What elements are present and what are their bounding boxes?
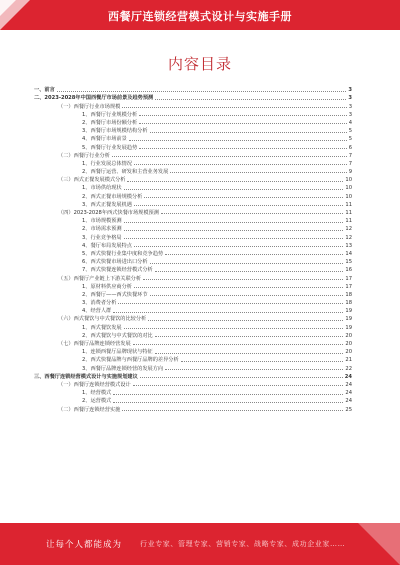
toc-entry-page: 16: [345, 267, 352, 274]
toc-entry-page: 19: [345, 324, 352, 331]
toc-leader-dots: [155, 271, 344, 272]
toc-entry[interactable]: [30, 142, 352, 150]
toc-leader-dots: [139, 123, 347, 124]
toc-leader-dots: [140, 377, 343, 378]
toc-leader-dots: [134, 205, 343, 206]
toc-entry[interactable]: [30, 363, 352, 371]
toc-entry-label: 2、西式餐饮与中式餐饮的对比: [82, 332, 153, 339]
toc-entry-page: 7: [348, 160, 352, 167]
toc-leader-dots: [161, 213, 343, 214]
toc-entry[interactable]: [30, 347, 352, 355]
toc-entry-label: 7、西式快餐连锁经营模式分析: [82, 267, 153, 274]
toc-entry-label: 3、消费者分析: [82, 300, 117, 307]
toc-entry-label: 3、西餐厅市场规模结构分析: [82, 128, 148, 135]
toc-entry[interactable]: [30, 183, 352, 191]
toc-entry[interactable]: [30, 241, 352, 249]
toc-entry-label: 1、西餐厅行业规模分析: [82, 111, 138, 118]
toc-entry-label: 2、市场需求预测: [82, 226, 122, 233]
document-title: 西餐厅连锁经营模式设计与实施手册: [108, 10, 292, 23]
toc-entry-label: （三）西式正餐发展模式分析: [58, 177, 126, 184]
toc-entry[interactable]: [30, 216, 352, 224]
toc-leader-dots: [134, 287, 343, 288]
toc-entry[interactable]: [30, 134, 352, 142]
toc-entry[interactable]: [30, 396, 352, 404]
toc-leader-dots: [113, 394, 343, 395]
toc-entry-page: 19: [345, 316, 352, 323]
toc-leader-dots: [124, 222, 344, 223]
toc-entry-label: （六）西式餐饮与中式餐饮的比较分析: [58, 316, 147, 323]
toc-entry-label: 1、连锁西餐厅品牌现状与特征: [82, 349, 153, 356]
toc-entry-label: 1、经营模式: [82, 390, 112, 397]
toc-entry-page: 17: [345, 283, 352, 290]
toc-entry[interactable]: [30, 388, 352, 396]
toc-leader-dots: [134, 246, 343, 247]
toc-entry[interactable]: [30, 167, 352, 175]
toc-entry-label: 2、运营模式: [82, 398, 112, 405]
toc-entry-page: 24: [345, 390, 352, 397]
toc-entry-label: 5、西餐厅行业发展趋势: [82, 144, 138, 151]
toc-entry-page: 18: [345, 300, 352, 307]
toc-entry[interactable]: [30, 339, 352, 347]
toc-entry[interactable]: [30, 404, 352, 412]
toc-entry[interactable]: [30, 101, 352, 109]
toc-entry[interactable]: [30, 331, 352, 339]
toc-entry-label: 2、西式快餐品牌与西餐厅品牌的差异分析: [82, 357, 179, 364]
toc-entry[interactable]: [30, 265, 352, 273]
toc-entry-page: 6: [348, 144, 352, 151]
toc-entry[interactable]: [30, 232, 352, 240]
toc-entry[interactable]: [30, 372, 352, 380]
toc-entry-label: （四）2023-2028年西式快餐市场规模预测: [58, 210, 159, 216]
toc-entry-label: 2、西餐厅市场份额分析: [82, 119, 138, 126]
toc-entry[interactable]: [30, 282, 352, 290]
toc-entry-label: 3、西式正餐发展机遇: [82, 201, 132, 208]
toc-entry[interactable]: [30, 273, 352, 281]
toc-leader-dots: [150, 132, 347, 133]
toc-leader-dots: [143, 279, 343, 280]
toc-leader-dots: [170, 172, 346, 173]
toc-leader-dots: [129, 140, 347, 141]
toc-entry-page: 4: [348, 119, 352, 126]
toc-entry[interactable]: [30, 110, 352, 118]
toc-entry-page: 25: [345, 406, 352, 413]
toc-entry[interactable]: [30, 380, 352, 388]
toc-entry-page: 12: [345, 226, 352, 233]
toc-entry-page: 11: [345, 218, 352, 225]
toc-entry-label: （二）西餐厅行业分析: [58, 152, 110, 159]
toc-entry-label: 4、经营人群: [82, 308, 112, 315]
toc-leader-dots: [124, 189, 344, 190]
toc-entry[interactable]: [30, 151, 352, 159]
toc-leader-dots: [112, 156, 347, 157]
toc-entry-page: 10: [345, 185, 352, 192]
toc-entry-page: 10: [345, 193, 352, 200]
toc-leader-dots: [133, 385, 344, 386]
toc-leader-dots: [155, 99, 346, 100]
toc-entry-label: （七）西餐厅品牌连锁经营发展: [58, 341, 131, 347]
toc-entry-label: （一）西餐厅连锁经营模式设计: [58, 381, 131, 388]
footer-roles: 行业专家、管理专家、营销专家、战略专家、成功企业家……: [140, 540, 346, 548]
toc-entry-label: 2、西餐厅——西式快餐环节: [82, 291, 148, 298]
toc-entry-page: 17: [345, 275, 352, 282]
toc-entry-label: 5、西式快餐行业集中度和竞争趋势: [82, 250, 164, 257]
toc-leader-dots: [118, 303, 343, 304]
toc-entry-page: 24: [345, 381, 352, 388]
toc-entry[interactable]: [30, 298, 352, 306]
toc-entry-page: 18: [345, 291, 352, 298]
toc-entry-page: 15: [345, 259, 352, 266]
toc-entry-label: （一）西餐厅行业市场规模: [58, 103, 121, 110]
toc-entry-label: 三、西餐厅连锁经营模式设计与实施规划建议: [34, 373, 138, 380]
toc-entry-label: （五）西餐厅产业链上下游关联分析: [58, 275, 142, 282]
toc-entry-page: 11: [345, 201, 352, 208]
toc-entry[interactable]: [30, 126, 352, 134]
toc-entry-page: 11: [345, 210, 352, 216]
toc-entry-label: 6、西式快餐市场进出口分析: [82, 259, 148, 266]
toc-entry[interactable]: [30, 290, 352, 298]
toc-entry-label: 1、原材料供应商分析: [82, 283, 132, 290]
toc-entry-page: 13: [345, 242, 352, 249]
toc-entry-page: 3: [348, 87, 352, 94]
toc-entry-page: 14: [345, 250, 352, 257]
toc-entry[interactable]: [30, 208, 352, 216]
toc-leader-dots: [133, 344, 344, 345]
toc-leader-dots: [181, 361, 344, 362]
toc-entry-page: 12: [345, 234, 352, 241]
toc-leader-dots: [165, 254, 343, 255]
toc-entry[interactable]: [30, 118, 352, 126]
toc-entry-page: 20: [345, 332, 352, 339]
toc-entry[interactable]: [30, 257, 352, 265]
toc-leader-dots: [148, 320, 343, 321]
toc-entry-page: 20: [345, 349, 352, 356]
toc-leader-dots: [165, 369, 343, 370]
document-footer: [0, 523, 400, 565]
table-of-contents: [30, 85, 352, 413]
toc-entry-page: 21: [345, 357, 352, 364]
toc-leader-dots: [139, 115, 347, 116]
toc-leader-dots: [127, 181, 343, 182]
footer-corner-decoration: [358, 523, 400, 565]
toc-leader-dots: [124, 328, 344, 329]
toc-entry-page: 9: [348, 169, 352, 176]
toc-leader-dots: [134, 164, 347, 165]
toc-entry-page: 19: [345, 308, 352, 315]
toc-entry[interactable]: [30, 200, 352, 208]
toc-entry-page: 5: [348, 128, 352, 135]
toc-entry[interactable]: [30, 224, 352, 232]
toc-entry-label: 2、西式正餐市场规模分析: [82, 193, 143, 200]
toc-entry-label: 1、市场规模预测: [82, 218, 122, 225]
toc-entry-page: 22: [345, 365, 352, 372]
toc-entry[interactable]: [30, 314, 352, 322]
toc-entry[interactable]: [30, 322, 352, 330]
toc-entry-page: 7: [348, 152, 352, 159]
toc-entry[interactable]: [30, 159, 352, 167]
toc-leader-dots: [113, 402, 343, 403]
toc-heading: 内容目录: [167, 55, 232, 73]
toc-entry-label: 3、西餐厅品牌连锁经营的发展方向: [82, 365, 164, 372]
toc-entry-page: 3: [348, 103, 352, 110]
toc-entry-page: 20: [345, 341, 352, 347]
toc-entry[interactable]: [30, 249, 352, 257]
toc-entry-label: 1、西式餐饮发展: [82, 324, 122, 331]
toc-leader-dots: [155, 336, 344, 337]
document-header: [0, 0, 400, 30]
toc-entry-page: 3: [348, 95, 352, 102]
toc-entry-label: 4、西餐厅市场前景: [82, 136, 127, 143]
toc-entry-label: 2、西餐厅运营、研发和主营业务发展: [82, 169, 169, 176]
toc-leader-dots: [113, 312, 343, 313]
toc-entry-page: 24: [344, 373, 352, 380]
toc-entry-page: 24: [345, 398, 352, 405]
toc-leader-dots: [57, 91, 347, 92]
toc-entry-label: （二）西餐厅连锁经营实施: [58, 406, 121, 413]
toc-leader-dots: [124, 230, 344, 231]
toc-leader-dots: [155, 353, 344, 354]
toc-entry[interactable]: [30, 85, 352, 93]
toc-entry[interactable]: [30, 355, 352, 363]
toc-entry-label: 二、2023-2028年中国西餐厅市场前景及趋势预测: [34, 95, 154, 102]
toc-leader-dots: [150, 295, 344, 296]
toc-leader-dots: [124, 238, 344, 239]
toc-entry-label: 4、餐厅布局发展特点: [82, 242, 132, 249]
toc-entry-page: 5: [348, 136, 352, 143]
toc-leader-dots: [122, 107, 346, 108]
toc-entry[interactable]: [30, 175, 352, 183]
toc-entry[interactable]: [30, 191, 352, 199]
toc-entry-label: 3、行业竞争格局: [82, 234, 122, 241]
footer-slogan: 让每个人都能成为: [46, 540, 123, 550]
toc-entry[interactable]: [30, 93, 352, 101]
toc-leader-dots: [150, 263, 344, 264]
toc-entry-page: 3: [348, 111, 352, 118]
toc-entry-page: 10: [345, 177, 352, 184]
toc-leader-dots: [122, 410, 343, 411]
toc-leader-dots: [139, 148, 347, 149]
toc-entry-label: 一、前言: [34, 87, 55, 94]
toc-entry-label: 1、市场供给现状: [82, 185, 122, 192]
toc-leader-dots: [144, 197, 343, 198]
toc-entry-label: 1、行业发展总体情况: [82, 160, 132, 167]
toc-entry[interactable]: [30, 306, 352, 314]
